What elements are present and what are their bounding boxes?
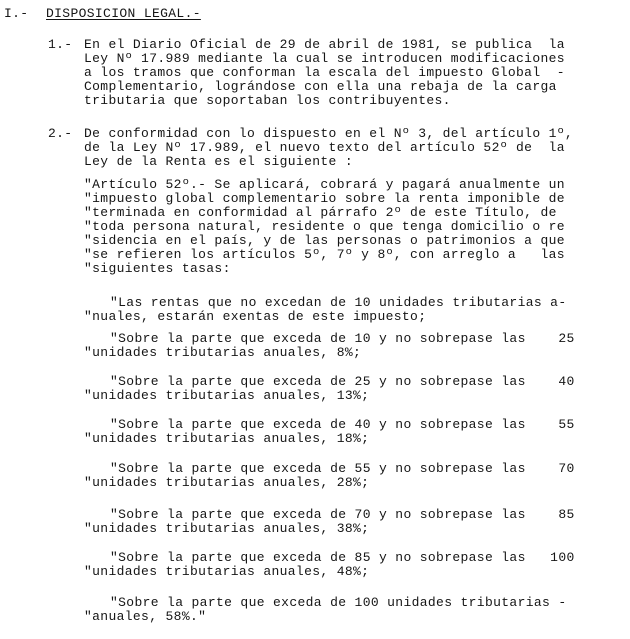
rate-line: "unidades tributarias anuales, 13%; xyxy=(84,388,370,403)
item-1-line: a los tramos que conforman la escala del impuesto Global - xyxy=(84,65,565,80)
rate-line: "unidades tributarias anuales, 18%; xyxy=(84,431,370,446)
rate-line: "unidades tributarias anuales, 28%; xyxy=(84,475,370,490)
rate-line: "unidades tributarias anuales, 48%; xyxy=(84,564,370,579)
rate-line: "anuales, 58%." xyxy=(84,609,207,624)
item-2-line: de la Ley Nº 17.989, el nuevo texto del artículo 52º de la xyxy=(84,140,565,155)
rate-line: "Las rentas que no excedan de 10 unidades tributarias a- xyxy=(110,295,567,310)
rate-line: "Sobre la parte que exceda de 10 y no sobrepase las 25 xyxy=(110,331,575,346)
quote-line: "impuesto global complementario sobre la renta imponible de xyxy=(84,191,565,206)
item-2-line: Ley de la Renta es el siguiente : xyxy=(84,154,353,169)
rate-line: "Sobre la parte que exceda de 55 y no sobrepase las 70 xyxy=(110,461,575,476)
item-1-line: tributaria que soportaban los contribuyentes. xyxy=(84,93,451,108)
rate-line: "unidades tributarias anuales, 8%; xyxy=(84,345,362,360)
rate-line: "Sobre la parte que exceda de 25 y no sobrepase las 40 xyxy=(110,374,575,389)
item-1-line: Ley Nº 17.989 mediante la cual se introducen modificaciones xyxy=(84,51,565,66)
rate-line: "unidades tributarias anuales, 38%; xyxy=(84,521,370,536)
quote-line: "se refieren los artículos 5º, 7º y 8º, con arreglo a las xyxy=(84,247,565,262)
rate-line: "Sobre la parte que exceda de 40 y no sobrepase las 55 xyxy=(110,417,575,432)
item-1-line: En el Diario Oficial de 29 de abril de 1981, se publica la xyxy=(84,37,565,52)
item-number: 1.- xyxy=(48,37,73,52)
rate-line: "Sobre la parte que exceda de 70 y no sobrepase las 85 xyxy=(110,507,575,522)
quote-line: "terminada en conformidad al párrafo 2º de este Título, de xyxy=(84,205,557,220)
rate-line: "Sobre la parte que exceda de 100 unidades tributarias - xyxy=(110,595,567,610)
quote-line: "sidencia en el país, y de las personas o patrimonios a que xyxy=(84,233,565,248)
rate-line: "Sobre la parte que exceda de 85 y no sobrepase las 100 xyxy=(110,550,575,565)
item-2-line: De conformidad con lo dispuesto en el Nº 3, del artículo 1º, xyxy=(84,126,574,141)
item-1-line: Complementario, lográndose con ella una rebaja de la carga xyxy=(84,79,557,94)
quote-line: "Artículo 52º.- Se aplicará, cobrará y pagará anualmente un xyxy=(84,177,565,192)
section-number: I.- xyxy=(4,6,29,21)
rate-line: "nuales, estarán exentas de este impuesto; xyxy=(84,309,427,324)
quote-line: "siguientes tasas: xyxy=(84,261,231,276)
quote-line: "toda persona natural, residente o que tenga domicilio o re xyxy=(84,219,565,234)
item-number: 2.- xyxy=(48,126,73,141)
section-title: DISPOSICION LEGAL.- xyxy=(46,6,201,21)
